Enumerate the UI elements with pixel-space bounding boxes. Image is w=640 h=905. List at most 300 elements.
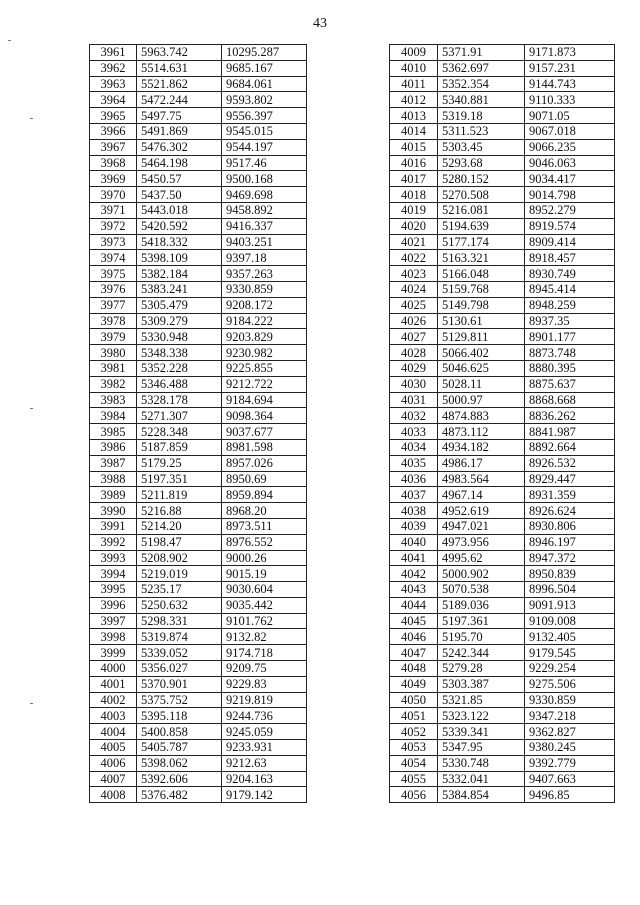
y-coordinate-cell: 8880.395 — [525, 360, 615, 376]
table-row — [90, 424, 307, 440]
x-coordinate-cell: 5328.178 — [137, 392, 222, 408]
table-row — [390, 503, 615, 519]
point-number-cell: 3964 — [90, 92, 137, 108]
x-coordinate-cell: 4873.112 — [438, 424, 525, 440]
point-number-cell: 3977 — [90, 297, 137, 313]
x-coordinate-cell: 5028.11 — [438, 376, 525, 392]
x-coordinate-cell: 5348.338 — [137, 345, 222, 361]
y-coordinate-cell: 8950.839 — [525, 566, 615, 582]
x-coordinate-cell: 5398.062 — [137, 755, 222, 771]
point-number-cell: 3973 — [90, 234, 137, 250]
table-row — [390, 155, 615, 171]
point-number-cell: 3989 — [90, 487, 137, 503]
x-coordinate-cell: 5219.019 — [137, 566, 222, 582]
table-row — [90, 582, 307, 598]
table-row — [390, 202, 615, 218]
coordinates-table-left — [89, 44, 307, 803]
y-coordinate-cell: 8919.574 — [525, 218, 615, 234]
y-coordinate-cell: 8901.177 — [525, 329, 615, 345]
x-coordinate-cell: 5211.819 — [137, 487, 222, 503]
x-coordinate-cell: 5339.341 — [438, 724, 525, 740]
y-coordinate-cell: 9144.743 — [525, 76, 615, 92]
y-coordinate-cell: 9000.26 — [222, 550, 307, 566]
point-number-cell: 4003 — [90, 708, 137, 724]
y-coordinate-cell: 8909.414 — [525, 234, 615, 250]
coordinates-table-left-body — [90, 45, 307, 803]
y-coordinate-cell: 8868.668 — [525, 392, 615, 408]
x-coordinate-cell: 4986.17 — [438, 455, 525, 471]
x-coordinate-cell: 5250.632 — [137, 597, 222, 613]
point-number-cell: 4036 — [390, 471, 438, 487]
x-coordinate-cell: 5352.228 — [137, 360, 222, 376]
x-coordinate-cell: 4973.956 — [438, 534, 525, 550]
table-row — [390, 297, 615, 313]
table-row — [390, 139, 615, 155]
y-coordinate-cell: 9179.545 — [525, 645, 615, 661]
point-number-cell: 4015 — [390, 139, 438, 155]
x-coordinate-cell: 5187.859 — [137, 439, 222, 455]
y-coordinate-cell: 8973.511 — [222, 518, 307, 534]
table-row — [90, 376, 307, 392]
x-coordinate-cell: 5129.811 — [438, 329, 525, 345]
y-coordinate-cell: 9014.798 — [525, 187, 615, 203]
y-coordinate-cell: 9184.222 — [222, 313, 307, 329]
y-coordinate-cell: 8841.987 — [525, 424, 615, 440]
table-row — [390, 471, 615, 487]
x-coordinate-cell: 5195.70 — [438, 629, 525, 645]
y-coordinate-cell: 9544.197 — [222, 139, 307, 155]
y-coordinate-cell: 8947.372 — [525, 550, 615, 566]
x-coordinate-cell: 5371.91 — [438, 45, 525, 61]
x-coordinate-cell: 5280.152 — [438, 171, 525, 187]
x-coordinate-cell: 4874.883 — [438, 408, 525, 424]
point-number-cell: 4025 — [390, 297, 438, 313]
table-row — [390, 755, 615, 771]
table-row — [390, 629, 615, 645]
table-row — [90, 661, 307, 677]
y-coordinate-cell: 8875.637 — [525, 376, 615, 392]
point-number-cell: 4028 — [390, 345, 438, 361]
y-coordinate-cell: 9357.263 — [222, 266, 307, 282]
table-row — [390, 218, 615, 234]
y-coordinate-cell: 9046.063 — [525, 155, 615, 171]
x-coordinate-cell: 5476.302 — [137, 139, 222, 155]
x-coordinate-cell: 5514.631 — [137, 60, 222, 76]
table-row — [390, 313, 615, 329]
point-number-cell: 3998 — [90, 629, 137, 645]
table-row — [90, 171, 307, 187]
y-coordinate-cell: 9132.405 — [525, 629, 615, 645]
point-number-cell: 3987 — [90, 455, 137, 471]
y-coordinate-cell: 9229.83 — [222, 676, 307, 692]
y-coordinate-cell: 8957.026 — [222, 455, 307, 471]
table-row — [90, 787, 307, 803]
point-number-cell: 4013 — [390, 108, 438, 124]
point-number-cell: 4032 — [390, 408, 438, 424]
y-coordinate-cell: 9245.059 — [222, 724, 307, 740]
y-coordinate-cell: 9380.245 — [525, 740, 615, 756]
point-number-cell: 4056 — [390, 787, 438, 803]
y-coordinate-cell: 9110.333 — [525, 92, 615, 108]
point-number-cell: 4050 — [390, 692, 438, 708]
y-coordinate-cell: 9066.235 — [525, 139, 615, 155]
x-coordinate-cell: 5319.874 — [137, 629, 222, 645]
point-number-cell: 4012 — [390, 92, 438, 108]
x-coordinate-cell: 5375.752 — [137, 692, 222, 708]
table-row — [390, 661, 615, 677]
y-coordinate-cell: 9230.982 — [222, 345, 307, 361]
x-coordinate-cell: 5323.122 — [438, 708, 525, 724]
y-coordinate-cell: 9219.819 — [222, 692, 307, 708]
point-number-cell: 4027 — [390, 329, 438, 345]
x-coordinate-cell: 5279.28 — [438, 661, 525, 677]
point-number-cell: 3965 — [90, 108, 137, 124]
y-coordinate-cell: 9132.82 — [222, 629, 307, 645]
x-coordinate-cell: 5339.052 — [137, 645, 222, 661]
point-number-cell: 3966 — [90, 123, 137, 139]
x-coordinate-cell: 5149.798 — [438, 297, 525, 313]
point-number-cell: 3981 — [90, 360, 137, 376]
scan-margin-mark — [30, 118, 33, 119]
point-number-cell: 3982 — [90, 376, 137, 392]
table-row — [90, 613, 307, 629]
point-number-cell: 4001 — [90, 676, 137, 692]
x-coordinate-cell: 5472.244 — [137, 92, 222, 108]
point-number-cell: 3974 — [90, 250, 137, 266]
x-coordinate-cell: 5270.508 — [438, 187, 525, 203]
point-number-cell: 4044 — [390, 597, 438, 613]
x-coordinate-cell: 5332.041 — [438, 771, 525, 787]
table-row — [390, 597, 615, 613]
y-coordinate-cell: 9458.892 — [222, 202, 307, 218]
y-coordinate-cell: 8968.20 — [222, 503, 307, 519]
y-coordinate-cell: 8981.598 — [222, 439, 307, 455]
x-coordinate-cell: 5464.198 — [137, 155, 222, 171]
x-coordinate-cell: 4952.619 — [438, 503, 525, 519]
point-number-cell: 4011 — [390, 76, 438, 92]
x-coordinate-cell: 5347.95 — [438, 740, 525, 756]
point-number-cell: 4040 — [390, 534, 438, 550]
table-row — [90, 76, 307, 92]
point-number-cell: 4026 — [390, 313, 438, 329]
table-row — [90, 518, 307, 534]
y-coordinate-cell: 9496.85 — [525, 787, 615, 803]
point-number-cell: 4042 — [390, 566, 438, 582]
coordinates-table-right-body — [390, 45, 615, 803]
table-row — [90, 45, 307, 61]
point-number-cell: 4045 — [390, 613, 438, 629]
point-number-cell: 4054 — [390, 755, 438, 771]
x-coordinate-cell: 5376.482 — [137, 787, 222, 803]
y-coordinate-cell: 8937.35 — [525, 313, 615, 329]
x-coordinate-cell: 5179.25 — [137, 455, 222, 471]
table-row — [90, 692, 307, 708]
table-row — [390, 45, 615, 61]
x-coordinate-cell: 4995.62 — [438, 550, 525, 566]
x-coordinate-cell: 5159.768 — [438, 281, 525, 297]
x-coordinate-cell: 5298.331 — [137, 613, 222, 629]
x-coordinate-cell: 5177.174 — [438, 234, 525, 250]
table-row — [390, 123, 615, 139]
table-row — [390, 345, 615, 361]
y-coordinate-cell: 8930.749 — [525, 266, 615, 282]
x-coordinate-cell: 5208.902 — [137, 550, 222, 566]
x-coordinate-cell: 5437.50 — [137, 187, 222, 203]
table-row — [90, 408, 307, 424]
point-number-cell: 3970 — [90, 187, 137, 203]
table-row — [90, 487, 307, 503]
y-coordinate-cell: 9015.19 — [222, 566, 307, 582]
point-number-cell: 3988 — [90, 471, 137, 487]
x-coordinate-cell: 5305.479 — [137, 297, 222, 313]
x-coordinate-cell: 5000.902 — [438, 566, 525, 582]
x-coordinate-cell: 5321.85 — [438, 692, 525, 708]
point-number-cell: 4014 — [390, 123, 438, 139]
y-coordinate-cell: 9229.254 — [525, 661, 615, 677]
y-coordinate-cell: 9233.931 — [222, 740, 307, 756]
y-coordinate-cell: 9071.05 — [525, 108, 615, 124]
point-number-cell: 4053 — [390, 740, 438, 756]
table-row — [90, 676, 307, 692]
point-number-cell: 4024 — [390, 281, 438, 297]
x-coordinate-cell: 5383.241 — [137, 281, 222, 297]
table-row — [90, 645, 307, 661]
x-coordinate-cell: 5163.321 — [438, 250, 525, 266]
x-coordinate-cell: 5340.881 — [438, 92, 525, 108]
y-coordinate-cell: 9469.698 — [222, 187, 307, 203]
x-coordinate-cell: 5346.488 — [137, 376, 222, 392]
point-number-cell: 4009 — [390, 45, 438, 61]
point-number-cell: 4051 — [390, 708, 438, 724]
x-coordinate-cell: 5420.592 — [137, 218, 222, 234]
point-number-cell: 3994 — [90, 566, 137, 582]
table-row — [390, 108, 615, 124]
scan-margin-mark — [30, 703, 33, 704]
y-coordinate-cell: 9034.417 — [525, 171, 615, 187]
y-coordinate-cell: 10295.287 — [222, 45, 307, 61]
point-number-cell: 4033 — [390, 424, 438, 440]
y-coordinate-cell: 8926.624 — [525, 503, 615, 519]
y-coordinate-cell: 9517.46 — [222, 155, 307, 171]
table-row — [390, 455, 615, 471]
coordinates-table-right — [389, 44, 615, 803]
x-coordinate-cell: 5216.081 — [438, 202, 525, 218]
y-coordinate-cell: 9556.397 — [222, 108, 307, 124]
table-row — [90, 281, 307, 297]
table-row — [90, 534, 307, 550]
point-number-cell: 4005 — [90, 740, 137, 756]
table-row — [390, 771, 615, 787]
x-coordinate-cell: 5418.332 — [137, 234, 222, 250]
table-row — [390, 708, 615, 724]
scan-margin-mark — [30, 408, 33, 409]
x-coordinate-cell: 5235.17 — [137, 582, 222, 598]
x-coordinate-cell: 5214.20 — [137, 518, 222, 534]
y-coordinate-cell: 9684.061 — [222, 76, 307, 92]
x-coordinate-cell: 4967.14 — [438, 487, 525, 503]
x-coordinate-cell: 5497.75 — [137, 108, 222, 124]
y-coordinate-cell: 8950.69 — [222, 471, 307, 487]
table-row — [390, 740, 615, 756]
table-row — [90, 329, 307, 345]
point-number-cell: 4047 — [390, 645, 438, 661]
table-row — [90, 740, 307, 756]
point-number-cell: 4030 — [390, 376, 438, 392]
point-number-cell: 3971 — [90, 202, 137, 218]
table-row — [390, 566, 615, 582]
table-row — [90, 708, 307, 724]
x-coordinate-cell: 5198.47 — [137, 534, 222, 550]
point-number-cell: 4002 — [90, 692, 137, 708]
x-coordinate-cell: 5194.639 — [438, 218, 525, 234]
point-number-cell: 3968 — [90, 155, 137, 171]
y-coordinate-cell: 8948.259 — [525, 297, 615, 313]
x-coordinate-cell: 5330.948 — [137, 329, 222, 345]
y-coordinate-cell: 9101.762 — [222, 613, 307, 629]
y-coordinate-cell: 8836.262 — [525, 408, 615, 424]
point-number-cell: 3961 — [90, 45, 137, 61]
point-number-cell: 3980 — [90, 345, 137, 361]
table-row — [90, 250, 307, 266]
table-row — [90, 155, 307, 171]
y-coordinate-cell: 9067.018 — [525, 123, 615, 139]
x-coordinate-cell: 5046.625 — [438, 360, 525, 376]
x-coordinate-cell: 5395.118 — [137, 708, 222, 724]
y-coordinate-cell: 9347.218 — [525, 708, 615, 724]
table-row — [90, 471, 307, 487]
y-coordinate-cell: 8945.414 — [525, 281, 615, 297]
table-row — [390, 645, 615, 661]
y-coordinate-cell: 8996.504 — [525, 582, 615, 598]
y-coordinate-cell: 9035.442 — [222, 597, 307, 613]
y-coordinate-cell: 9275.506 — [525, 676, 615, 692]
table-row — [90, 771, 307, 787]
y-coordinate-cell: 9403.251 — [222, 234, 307, 250]
table-row — [90, 439, 307, 455]
point-number-cell: 4039 — [390, 518, 438, 534]
y-coordinate-cell: 8952.279 — [525, 202, 615, 218]
y-coordinate-cell: 9397.18 — [222, 250, 307, 266]
point-number-cell: 3979 — [90, 329, 137, 345]
table-row — [390, 582, 615, 598]
table-row — [90, 60, 307, 76]
table-row — [390, 376, 615, 392]
table-row — [390, 187, 615, 203]
y-coordinate-cell: 9098.364 — [222, 408, 307, 424]
x-coordinate-cell: 5000.97 — [438, 392, 525, 408]
table-row — [390, 76, 615, 92]
x-coordinate-cell: 5066.402 — [438, 345, 525, 361]
table-row — [390, 676, 615, 692]
y-coordinate-cell: 9184.694 — [222, 392, 307, 408]
point-number-cell: 3985 — [90, 424, 137, 440]
point-number-cell: 3967 — [90, 139, 137, 155]
y-coordinate-cell: 9212.63 — [222, 755, 307, 771]
table-row — [390, 439, 615, 455]
table-row — [390, 92, 615, 108]
point-number-cell: 4031 — [390, 392, 438, 408]
point-number-cell: 3963 — [90, 76, 137, 92]
y-coordinate-cell: 9091.913 — [525, 597, 615, 613]
scan-margin-mark — [8, 40, 11, 41]
x-coordinate-cell: 5271.307 — [137, 408, 222, 424]
table-row — [90, 218, 307, 234]
point-number-cell: 3972 — [90, 218, 137, 234]
y-coordinate-cell: 8930.806 — [525, 518, 615, 534]
y-coordinate-cell: 8918.457 — [525, 250, 615, 266]
point-number-cell: 4038 — [390, 503, 438, 519]
table-row — [390, 171, 615, 187]
point-number-cell: 4019 — [390, 202, 438, 218]
x-coordinate-cell: 5398.109 — [137, 250, 222, 266]
y-coordinate-cell: 9204.163 — [222, 771, 307, 787]
x-coordinate-cell: 5228.348 — [137, 424, 222, 440]
y-coordinate-cell: 8929.447 — [525, 471, 615, 487]
x-coordinate-cell: 5330.748 — [438, 755, 525, 771]
x-coordinate-cell: 5319.18 — [438, 108, 525, 124]
x-coordinate-cell: 5370.901 — [137, 676, 222, 692]
table-row — [90, 724, 307, 740]
table-row — [90, 123, 307, 139]
table-row — [390, 250, 615, 266]
y-coordinate-cell: 9407.663 — [525, 771, 615, 787]
table-row — [90, 345, 307, 361]
y-coordinate-cell: 9174.718 — [222, 645, 307, 661]
x-coordinate-cell: 5356.027 — [137, 661, 222, 677]
x-coordinate-cell: 5309.279 — [137, 313, 222, 329]
x-coordinate-cell: 5130.61 — [438, 313, 525, 329]
x-coordinate-cell: 5405.787 — [137, 740, 222, 756]
point-number-cell: 4004 — [90, 724, 137, 740]
y-coordinate-cell: 8926.532 — [525, 455, 615, 471]
x-coordinate-cell: 5382.184 — [137, 266, 222, 282]
table-row — [90, 234, 307, 250]
point-number-cell: 3993 — [90, 550, 137, 566]
point-number-cell: 3975 — [90, 266, 137, 282]
x-coordinate-cell: 4983.564 — [438, 471, 525, 487]
table-row — [390, 692, 615, 708]
x-coordinate-cell: 5963.742 — [137, 45, 222, 61]
x-coordinate-cell: 5166.048 — [438, 266, 525, 282]
point-number-cell: 3997 — [90, 613, 137, 629]
point-number-cell: 3978 — [90, 313, 137, 329]
y-coordinate-cell: 9203.829 — [222, 329, 307, 345]
point-number-cell: 4046 — [390, 629, 438, 645]
y-coordinate-cell: 9030.604 — [222, 582, 307, 598]
x-coordinate-cell: 5303.45 — [438, 139, 525, 155]
table-row — [90, 92, 307, 108]
x-coordinate-cell: 5491.869 — [137, 123, 222, 139]
x-coordinate-cell: 5392.606 — [137, 771, 222, 787]
table-row — [90, 503, 307, 519]
point-number-cell: 4035 — [390, 455, 438, 471]
x-coordinate-cell: 5362.697 — [438, 60, 525, 76]
x-coordinate-cell: 5384.854 — [438, 787, 525, 803]
point-number-cell: 3984 — [90, 408, 137, 424]
x-coordinate-cell: 5242.344 — [438, 645, 525, 661]
table-row — [390, 724, 615, 740]
point-number-cell: 4007 — [90, 771, 137, 787]
table-row — [390, 613, 615, 629]
y-coordinate-cell: 9416.337 — [222, 218, 307, 234]
y-coordinate-cell: 9330.859 — [525, 692, 615, 708]
x-coordinate-cell: 5450.57 — [137, 171, 222, 187]
y-coordinate-cell: 9157.231 — [525, 60, 615, 76]
table-row — [390, 408, 615, 424]
point-number-cell: 3990 — [90, 503, 137, 519]
y-coordinate-cell: 9330.859 — [222, 281, 307, 297]
y-coordinate-cell: 9392.779 — [525, 755, 615, 771]
